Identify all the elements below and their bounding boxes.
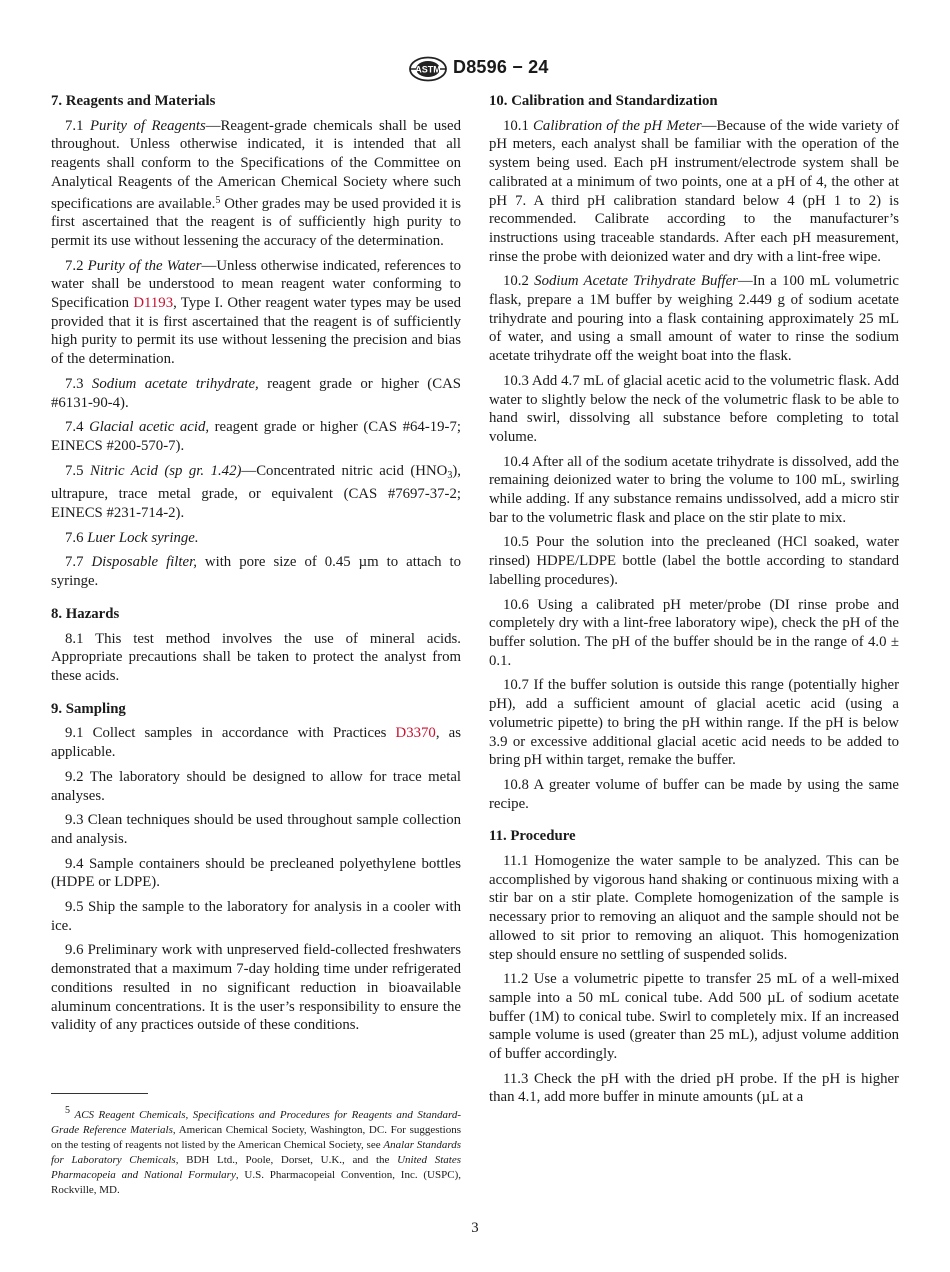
paragraph-7-2: 7.2 Purity of the Water—Unless otherwise indicated, references to water shall be understood to mean reagent water conforming to Specification D1193, Type I. Other reagent water types may be used provided that it is first ascertained that the reagent is of sufficiently high purity to permit its use without lessening the precision and bias of the determination. (51, 257, 461, 368)
right-column (489, 92, 899, 1113)
paragraph-8-1: 8.1 This test method involves the use of mineral acids. Appropriate precautions shall be taken to protect the analyst from these acids. (51, 630, 461, 684)
paragraph-7-3: 7.3 Sodium acetate trihydrate, reagent grade or higher (CAS #6131-90-4). (51, 375, 462, 411)
paragraph-7-6: 7.6 Luer Lock syringe. (65, 529, 199, 546)
paragraph-11-3: 11.3 Check the pH with the dried pH probe. If the pH is higher than 4.1, add more buffer in minute amounts (µL at a (489, 1070, 899, 1106)
paragraph-7-4: 7.4 Glacial acetic acid, reagent grade or higher (CAS #64-19-7; EINECS #200-570-7). (51, 419, 461, 454)
paragraph-9-4: 9.4 Sample containers should be precleaned polyethylene bottles (HDPE or LDPE). (51, 855, 461, 891)
paragraph-9-5: 9.5 Ship the sample to the laboratory for analysis in a cooler with ice. (51, 899, 461, 934)
paragraph-9-2: 9.2 The laboratory should be designed to allow for trace metal analyses. (51, 768, 461, 804)
footnote-ref-5[interactable]: 5 (215, 194, 221, 206)
paragraph-10-4: 10.4 After all of the sodium acetate trihydrate is dissolved, add the remaining deionized water to bring the volume to 100 mL, swirling while adding. If any substance remains undissolved, add a micro stir bar to the volumetric flask and place on the stir plate to mix. (489, 453, 899, 526)
paragraph-11-1: 11.1 Homogenize the water sample to be analyzed. This can be accomplished by vigorous hand shaking or continuous mixing with a stir bar on a stir plate. Complete homogenization of the sample is necessary prior to removing an aliquot and the sample should not be allowed to sit prior to removing an aliquot. This homogenization step should ensure no settling of suspended solids. (489, 853, 899, 963)
paragraph-10-6: 10.6 Using a calibrated pH meter/probe (DI rinse probe and completely dry with a lint-free laboratory wipe), check the pH of the buffer solution. The pH of the buffer should be in the range of 4.0 ± 0.1. (489, 596, 899, 669)
paragraph-10-1: 10.1 Calibration of the pH Meter—Because of the wide variety of pH meters, each analyst shall be familiar with the operation of the system being used. Each pH instrument/electrode system shall be calibrated at a minimum of two points, one at a pH of 4, the other at pH 7. A third pH calibration standard below 4 (pH 1 to 2) is recommended. Calibrate according to the manufacturer’s instructions using traceable standards. After each pH measurement, rinse the probe with deionized water and dry with a lint-free wipe. (489, 117, 899, 265)
d1193-link[interactable]: D1193 (133, 295, 174, 312)
paragraph-10-8: 10.8 A greater volume of buffer can be made by using the same recipe. (489, 776, 899, 812)
d3370-link[interactable]: D3370 (395, 725, 436, 742)
paragraph-10-2: 10.2 Sodium Acetate Trihydrate Buffer—In a 100 mL volumetric flask, prepare a 1M buffer by weighing 2.449 g of sodium acetate trihydrate and pouring into a flask containing approximately 25 mL of water, and using a small amount of water to rinse the sodium acetate trihydrate off the weight boat into the flask. (489, 273, 899, 365)
paragraph-7-1: 7.1 Purity of Reagents—Reagent-grade chemicals shall be used throughout. Unless otherwise indicated, it is intended that all reagents shall conform to the Specifications of the Committee on Analytical Reagents of the American Chemical Society where such specifications are available.$^5$ Other grades may be used provided it is first ascertained that the reagent is of sufficiently high purity to permit its use without lessening the accuracy of the determination. (51, 117, 462, 249)
page-number: 3 (471, 1220, 479, 1236)
footnote-divider (51, 1093, 148, 1094)
paragraph-10-5: 10.5 Pour the solution into the precleaned (HCl soaked, water rinsed) HDPE/LDPE bottle (label the bottle according to standard labelling procedures). (489, 534, 899, 588)
paragraph-9-3: 9.3 Clean techniques should be used throughout sample collection and analysis. (51, 812, 461, 847)
paragraph-11-2: 11.2 Use a volumetric pipette to transfer 25 mL of a well-mixed sample into a 50 mL conical tube. Add 500 µL of sodium acetate buffer (1M) to conical tube. Swirl to completely mix. If an increased sample volume is used (greater than 25 mL), adjust volume addition of buffer accordingly. (489, 971, 899, 1063)
paragraph-7-7: 7.7 Disposable filter, with pore size of 0.45 µm to attach to syringe. (51, 554, 461, 590)
paragraph-10-3: 10.3 Add 4.7 mL of glacial acetic acid to the volumetric flask. Add water to slightly below the neck of the volumetric flask to be able to hand swirl, dissolving all substance before completing to total volume. (489, 372, 899, 445)
left-column (51, 92, 461, 1041)
section-10-heading: 10. Calibration and Standardization (489, 93, 718, 109)
paragraph-9-1: 9.1 Collect samples in accordance with Practices D3370, as applicable. (51, 725, 461, 761)
svg-text:ASTM: ASTM (415, 64, 441, 75)
astm-logo-icon (408, 56, 448, 82)
document-designation: D8596 − 24 (453, 57, 549, 77)
section-9-heading: 9. Sampling (51, 700, 126, 717)
page-header (0, 56, 950, 84)
paragraph-10-7: 10.7 If the buffer solution is outside this range (potentially higher pH), add a sufficient amount of glacial acetic acid (using a volumetric pipette) to bring the pH within range. If the pH is below 3.9 or excessive additional glacial acetic acid needs to be added to bring pH within target, remake the buffer. (489, 677, 899, 769)
section-7-heading: 7. Reagents and Materials (51, 93, 216, 109)
section-8-heading: 8. Hazards (51, 605, 120, 622)
footnote-5: 5 ACS Reagent Chemicals, Specifications and Procedures for Reagents and Standard-Grade Reference Materials, American Chemical Society, Washington, DC. For suggestions on the testing of reagents not listed by the American Chemical Society, see Analar Standards for Laboratory Chemicals, BDH Ltd., Poole, Dorset, U.K., and the United States Pharmacopeia and National Formulary, U.S. Pharmacopeial Convention, Inc. (USPC), Rockville, MD. (51, 1105, 462, 1197)
paragraph-9-6: 9.6 Preliminary work with unpreserved field-collected freshwaters demonstrated that a maximum 7-day holding time under refrigerated conditions resulted in no significant reduction in bioavailable aluminum concentrations. It is the user’s responsibility to ensure the validity of any practices outside of these conditions. (51, 942, 461, 1034)
paragraph-7-5: 7.5 Nitric Acid (sp gr. 1.42)—Concentrated nitric acid $(HNO_3)$, ultrapure, trace metal grade, or equivalent (CAS #7697-37-2; EINECS #231-714-2). (51, 462, 461, 522)
section-11-heading: 11. Procedure (489, 828, 576, 845)
